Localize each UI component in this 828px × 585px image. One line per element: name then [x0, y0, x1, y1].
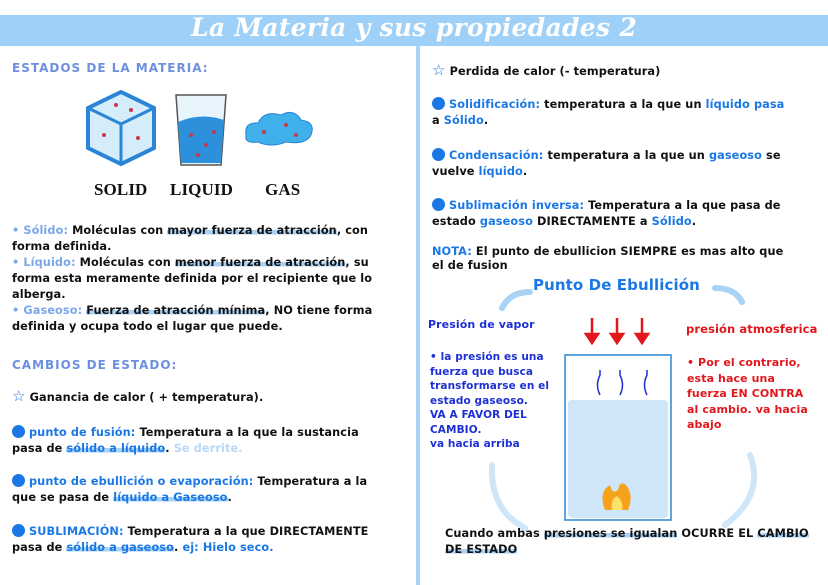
- solidificacion-definition: Solidificación: temperatura a la que un líquido pasa a Sólido.: [432, 98, 785, 127]
- vapor-heading: Presión de vapor: [428, 318, 535, 331]
- ice-cube-icon: [88, 92, 154, 164]
- curved-arrow-left: [502, 292, 530, 308]
- atm-explanation: • Por el contrario, esta hace una fuerza EN CONTRA al cambio. va hacia abajo: [687, 356, 808, 431]
- cloud-icon: [246, 112, 313, 145]
- bullet-icon: [12, 474, 25, 487]
- vapor-explanation: • la presión es una fuerza que busca transformarse en el estado gaseoso. VA A FAVOR DEL CAMBIO. va hacia arriba: [430, 351, 550, 450]
- solid-label: SOLID: [94, 180, 148, 199]
- bullet-icon: [432, 97, 445, 110]
- condensacion-definition: Condensación: temperatura a la que un gaseoso se vuelve líquido.: [432, 149, 781, 178]
- sublimacion-definition: SUBLIMACIÓN: Temperatura a la que DIRECTAMENTE pasa de sólido a gaseoso. ej: Hielo seco.: [12, 525, 369, 554]
- solido-definition: • Sólido: Moléculas con mayor fuerza de atracción, con forma definida. • Líquido: Moléculas con menor fuerza de atracción, su forma esta meramente definida por el recipiente que lo alberga. • Gaseoso: Fuerza de atracción mínima, NO tiene forma definida y ocupa todo el lugar que puede.: [12, 224, 373, 333]
- estados-heading: ESTADOS DE LA MATERIA:: [12, 61, 209, 75]
- gas-label: GAS: [265, 180, 301, 199]
- ebullicion-definition: punto de ebullición o evaporación: Temperatura a la que se pasa de líquido a Gaseoso.: [12, 475, 368, 504]
- diagram-title: Punto De Ebullición: [533, 276, 700, 294]
- ganancia-line: ☆ Ganancia de calor ( + temperatura).: [12, 387, 264, 405]
- page-title: La Materia y sus propiedades 2: [190, 13, 638, 42]
- bullet-icon: [432, 198, 445, 211]
- bullet-icon: [12, 425, 25, 438]
- perdida-line: ☆ Perdida de calor (- temperatura): [432, 61, 661, 79]
- star-icon: ☆: [432, 61, 446, 79]
- down-arrows-icon: [586, 318, 648, 343]
- sublimacion-inversa-definition: Sublimación inversa: Temperatura a la que pasa de estado gaseoso DIRECTAMENTE a Sólido.: [432, 199, 781, 228]
- conclusion: Cuando ambas presiones se igualan OCURRE EL CAMBIO DE ESTADO: [445, 527, 809, 556]
- nota: NOTA: El punto de ebullicion SIEMPRE es mas alto que el de fusion: [432, 245, 784, 272]
- bullet-icon: [432, 148, 445, 161]
- liquid-label: LIQUID: [170, 180, 233, 199]
- water-glass-icon: [176, 95, 226, 165]
- fusion-definition: punto de fusión: Temperatura a la que la sustancia pasa de sólido a líquido. Se derrite.: [12, 426, 359, 455]
- curved-arrow-right: [715, 288, 742, 302]
- bullet-icon: [12, 524, 25, 537]
- star-icon: ☆: [12, 387, 26, 405]
- cambios-heading: CAMBIOS DE ESTADO:: [12, 358, 178, 372]
- atm-heading: presión atmosferica: [686, 322, 818, 336]
- states-illustration: [86, 90, 326, 170]
